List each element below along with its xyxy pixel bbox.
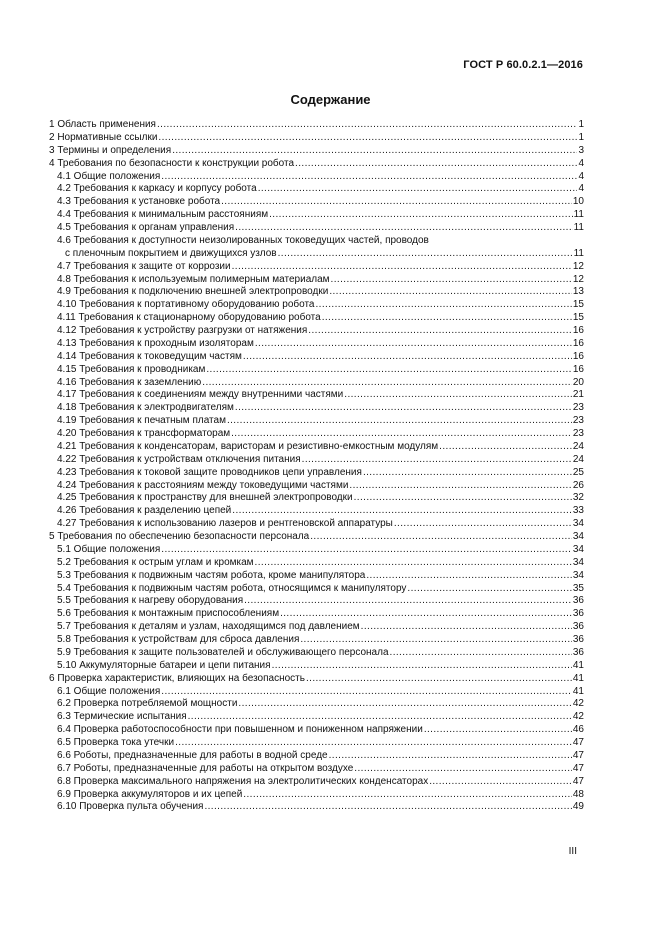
- toc-entry-label: 6.10 Проверка пульта обучения: [57, 801, 204, 813]
- toc-entry[interactable]: [49, 595, 584, 608]
- toc-entry-label: 4.1 Общие положения: [57, 170, 161, 182]
- toc-entry-label: 4.26 Требования к разделению цепей: [57, 505, 232, 517]
- toc-leader-dots: [243, 789, 572, 802]
- table-of-contents: [49, 119, 584, 814]
- toc-entry-page: 15: [572, 299, 584, 311]
- toc-entry-label: 4.8 Требования к используемым полимерным материалам: [57, 273, 330, 285]
- toc-entry[interactable]: [49, 209, 584, 222]
- toc-leader-dots: [407, 583, 571, 596]
- toc-entry-page: 15: [572, 312, 584, 324]
- toc-entry-label: 4.19 Требования к печатным платам: [57, 415, 226, 427]
- toc-entry-label: 4.21 Требования к конденсаторам, варисторам и резистивно-емкостным модулям: [57, 440, 439, 452]
- toc-entry-label: 6 Проверка характеристик, влияющих на безопасность: [49, 672, 305, 684]
- toc-leader-dots: [278, 248, 573, 261]
- toc-entry[interactable]: [49, 776, 584, 789]
- toc-entry-page: 21: [572, 389, 584, 401]
- toc-entry-label: 4.17 Требования к соединениям между внутренними частями: [57, 389, 344, 401]
- toc-entry[interactable]: [49, 222, 584, 235]
- toc-entry[interactable]: [49, 634, 584, 647]
- toc-entry[interactable]: [49, 261, 584, 274]
- toc-leader-dots: [158, 132, 577, 145]
- toc-entry-page: 20: [572, 376, 584, 388]
- toc-entry-page: 26: [572, 479, 584, 491]
- toc-entry-page: 41: [572, 672, 584, 684]
- toc-entry-page: 34: [572, 569, 584, 581]
- toc-entry[interactable]: [49, 570, 584, 583]
- toc-leader-dots: [232, 505, 572, 518]
- toc-leader-dots: [202, 377, 572, 390]
- toc-entry-label: 6.2 Проверка потребляемой мощности: [57, 698, 238, 710]
- toc-entry[interactable]: [49, 531, 584, 544]
- toc-entry-label: 4 Требования по безопасности к конструкции робота: [49, 157, 295, 169]
- toc-leader-dots: [244, 595, 572, 608]
- toc-entry-page: 41: [572, 685, 584, 697]
- toc-entry-label: 4.16 Требования к заземлению: [57, 376, 202, 388]
- toc-entry[interactable]: [49, 171, 584, 184]
- toc-entry[interactable]: [49, 338, 584, 351]
- toc-entry[interactable]: [49, 492, 584, 505]
- toc-leader-dots: [235, 222, 572, 235]
- toc-entry-page: 36: [572, 608, 584, 620]
- toc-entry-label: 5.5 Требования к нагреву оборудования: [57, 595, 244, 607]
- toc-entry[interactable]: [49, 389, 584, 402]
- toc-leader-dots: [424, 724, 572, 737]
- toc-entry[interactable]: [49, 544, 584, 557]
- toc-entry-page: 47: [572, 775, 584, 787]
- toc-entry-label: 4.10 Требования к портативному оборудованию робота: [57, 299, 315, 311]
- toc-entry[interactable]: [49, 621, 584, 634]
- toc-entry-label: 5.9 Требования к защите пользователей и обслуживающего персонала: [57, 646, 389, 658]
- toc-entry[interactable]: [49, 158, 584, 171]
- toc-entry-page: 23: [572, 415, 584, 427]
- toc-entry-page: 11: [573, 209, 584, 221]
- toc-entry-label: 4.5 Требования к органам управления: [57, 222, 235, 233]
- toc-entry[interactable]: [49, 183, 584, 196]
- toc-entry[interactable]: [49, 750, 584, 763]
- toc-entry-page: 4: [578, 170, 584, 182]
- toc-entry[interactable]: [49, 518, 584, 531]
- toc-entry-page: 47: [572, 762, 584, 774]
- toc-entry[interactable]: [49, 789, 584, 802]
- toc-leader-dots: [322, 312, 572, 325]
- toc-entry-label: 5.6 Требования к монтажным приспособлениям: [57, 608, 280, 620]
- toc-entry-page: 42: [572, 698, 584, 710]
- toc-entry-label: 4.22 Требования к устройствам отключения питания: [57, 453, 301, 465]
- toc-entry-page: 34: [572, 543, 584, 555]
- toc-entry[interactable]: [49, 428, 584, 441]
- toc-entry[interactable]: [49, 557, 584, 570]
- toc-entry-label: 6.8 Проверка максимального напряжения на электролитических конденсаторах: [57, 775, 429, 787]
- toc-entry-label: 4.11 Требования к стационарному оборудованию робота: [57, 312, 321, 324]
- toc-leader-dots: [269, 209, 572, 222]
- toc-entry[interactable]: [49, 454, 584, 467]
- toc-leader-dots: [204, 801, 571, 814]
- toc-leader-dots: [390, 647, 572, 660]
- toc-leader-dots: [295, 158, 577, 171]
- toc-entry[interactable]: [49, 364, 584, 377]
- toc-entry-page: 47: [572, 749, 584, 761]
- toc-entry-page: 1: [578, 119, 584, 130]
- toc-entry-label: 1 Область применения: [49, 119, 156, 130]
- toc-leader-dots: [344, 389, 572, 402]
- toc-entry-label: 6.7 Роботы, предназначенные для работы на открытом воздухе: [57, 762, 354, 774]
- toc-entry-page: 11: [573, 222, 584, 233]
- toc-leader-dots: [235, 402, 572, 415]
- toc-entry-label: 6.9 Проверка аккумуляторов и их цепей: [57, 788, 243, 800]
- toc-entry-page: 11: [573, 247, 584, 259]
- toc-leader-dots: [221, 196, 572, 209]
- toc-entry-page: 36: [572, 621, 584, 633]
- toc-leader-dots: [231, 428, 572, 441]
- toc-entry-page: 10: [572, 196, 584, 208]
- toc-entry[interactable]: [49, 312, 584, 325]
- toc-entry-label: 4.3 Требования к установке робота: [57, 196, 221, 208]
- toc-entry-page: 41: [572, 659, 584, 671]
- toc-entry[interactable]: [49, 698, 584, 711]
- toc-entry[interactable]: [49, 299, 584, 312]
- toc-leader-dots: [255, 557, 572, 570]
- toc-entry-page: 4: [578, 157, 584, 169]
- toc-entry-label: 6.3 Термические испытания: [57, 711, 187, 723]
- toc-leader-dots: [302, 454, 572, 467]
- toc-leader-dots: [172, 145, 577, 158]
- toc-leader-dots: [349, 480, 571, 493]
- toc-entry[interactable]: [49, 248, 584, 261]
- toc-entry-page: 24: [572, 453, 584, 465]
- toc-entry-page: 36: [572, 646, 584, 658]
- toc-entry-label: 2 Нормативные ссылки: [49, 131, 158, 143]
- toc-entry[interactable]: [49, 119, 584, 132]
- toc-leader-dots: [429, 776, 572, 789]
- toc-leader-dots: [329, 286, 572, 299]
- toc-leader-dots: [366, 570, 572, 583]
- toc-leader-dots: [157, 119, 577, 132]
- toc-entry-label: с пленочным покрытием и движущихся узлов: [65, 247, 277, 259]
- toc-entry[interactable]: [49, 351, 584, 364]
- toc-leader-dots: [280, 608, 572, 621]
- toc-entry-label: 4.18 Требования к электродвигателям: [57, 402, 234, 414]
- standard-code: ГОСТ Р 60.0.2.1—2016: [463, 59, 583, 71]
- toc-entry-page: 34: [572, 518, 584, 530]
- toc-entry-label: 4.27 Требования к использованию лазеров и рентгеновской аппаратуры: [57, 518, 393, 530]
- toc-entry-label: 4.20 Требования к трансформаторам: [57, 428, 231, 439]
- toc-entry[interactable]: [49, 325, 584, 338]
- toc-entry[interactable]: [49, 724, 584, 737]
- toc-entry[interactable]: [49, 647, 584, 660]
- toc-leader-dots: [227, 415, 572, 428]
- toc-leader-dots: [188, 711, 572, 724]
- toc-leader-dots: [354, 763, 572, 776]
- toc-entry-page: 35: [572, 582, 584, 594]
- toc-entry[interactable]: [49, 402, 584, 415]
- toc-entry[interactable]: [49, 711, 584, 724]
- page-number: III: [568, 846, 577, 857]
- toc-entry-label: 5.4 Требования к подвижным частям робота, относящимся к манипулятору: [57, 582, 407, 594]
- toc-entry-page: 12: [572, 260, 584, 272]
- toc-entry[interactable]: [49, 441, 584, 454]
- toc-leader-dots: [206, 364, 572, 377]
- toc-leader-dots: [331, 274, 572, 287]
- toc-leader-dots: [175, 737, 572, 750]
- toc-entry[interactable]: [49, 737, 584, 750]
- toc-entry-label: 4.6 Требования к доступности неизолированных токоведущих частей, проводов: [57, 234, 429, 246]
- toc-entry[interactable]: [49, 286, 584, 299]
- toc-entry-page: 33: [572, 505, 584, 517]
- toc-entry-page: 48: [572, 788, 584, 800]
- toc-entry-label: 6.5 Проверка тока утечки: [57, 737, 175, 748]
- toc-entry-label: 3 Термины и определения: [49, 144, 172, 156]
- toc-entry-label: 5.1 Общие положения: [57, 543, 161, 555]
- toc-entry[interactable]: [49, 377, 584, 390]
- toc-entry[interactable]: [49, 673, 584, 686]
- toc-entry-page: 36: [572, 595, 584, 607]
- toc-entry[interactable]: [49, 505, 584, 518]
- toc-entry-page: 42: [572, 711, 584, 723]
- toc-entry-page: 4: [578, 183, 584, 195]
- toc-entry-label: 4.9 Требования к подключению внешней электропроводки: [57, 286, 329, 298]
- toc-leader-dots: [161, 544, 572, 557]
- toc-leader-dots: [232, 261, 572, 274]
- toc-leader-dots: [354, 492, 572, 505]
- toc-entry-page: 34: [572, 556, 584, 568]
- toc-entry[interactable]: [49, 686, 584, 699]
- toc-entry-page: 12: [572, 273, 584, 285]
- toc-entry-label: 6.4 Проверка работоспособности при повышенном и пониженном напряжении: [57, 724, 423, 736]
- toc-leader-dots: [258, 183, 578, 196]
- toc-entry-label: 4.13 Требования к проходным изоляторам: [57, 337, 254, 349]
- toc-entry[interactable]: [49, 660, 584, 673]
- toc-entry-page: 49: [572, 801, 584, 813]
- toc-entry-label: 6.1 Общие положения: [57, 685, 161, 697]
- toc-entry-label: 4.25 Требования к пространству для внешней электропроводки: [57, 492, 353, 504]
- toc-entry-label: 6.6 Роботы, предназначенные для работы в водной среде: [57, 749, 328, 761]
- toc-entry[interactable]: [49, 132, 584, 145]
- toc-leader-dots: [439, 441, 572, 454]
- toc-entry-page: 34: [572, 531, 584, 542]
- toc-leader-dots: [310, 531, 572, 544]
- toc-entry-label: 4.2 Требования к каркасу и корпусу робота: [57, 183, 257, 195]
- toc-entry-page: 25: [572, 466, 584, 478]
- page-title: Содержание: [290, 92, 371, 107]
- toc-entry-page: 16: [572, 337, 584, 349]
- toc-leader-dots: [306, 673, 572, 686]
- toc-leader-dots: [316, 299, 572, 312]
- toc-leader-dots: [161, 686, 572, 699]
- toc-entry-label: 4.7 Требования к защите от коррозии: [57, 260, 231, 272]
- toc-entry-page: 16: [572, 350, 584, 362]
- toc-entry-label: 5.8 Требования к устройствам для сброса давления: [57, 634, 300, 645]
- toc-entry-page: 47: [572, 737, 584, 748]
- toc-entry[interactable]: [49, 608, 584, 621]
- toc-leader-dots: [272, 660, 572, 673]
- toc-leader-dots: [243, 351, 572, 364]
- toc-leader-dots: [329, 750, 572, 763]
- toc-entry-page: 3: [578, 144, 584, 156]
- toc-entry[interactable]: [49, 145, 584, 158]
- toc-entry[interactable]: [49, 196, 584, 209]
- toc-leader-dots: [161, 171, 577, 184]
- toc-entry-label: 4.24 Требования к расстояниям между токоведущими частями: [57, 479, 349, 491]
- toc-entry[interactable]: [49, 274, 584, 287]
- toc-entry[interactable]: [49, 480, 584, 493]
- toc-leader-dots: [308, 325, 572, 338]
- toc-entry[interactable]: [49, 763, 584, 776]
- toc-entry-label: 5 Требования по обеспечению безопасности персонала: [49, 531, 310, 542]
- toc-entry-page: 24: [572, 440, 584, 452]
- toc-entry[interactable]: [49, 467, 584, 480]
- toc-entry-page: 16: [572, 325, 584, 336]
- toc-entry-label: 4.14 Требования к токоведущим частям: [57, 350, 242, 362]
- toc-entry-label: 5.10 Аккумуляторные батареи и цепи питания: [57, 659, 271, 671]
- toc-entry[interactable]: [49, 235, 584, 248]
- toc-entry-label: 4.12 Требования к устройству разгрузки от натяжения: [57, 325, 308, 336]
- toc-entry[interactable]: [49, 583, 584, 596]
- toc-entry-page: 23: [572, 428, 584, 439]
- toc-entry-page: 1: [578, 131, 584, 143]
- toc-leader-dots: [394, 518, 572, 531]
- toc-entry-page: 13: [572, 286, 584, 298]
- toc-entry-page: 46: [572, 724, 584, 736]
- toc-leader-dots: [363, 467, 572, 480]
- toc-entry-label: 4.15 Требования к проводникам: [57, 363, 206, 375]
- toc-entry-label: 5.7 Требования к деталям и узлам, находящимся под давлением: [57, 621, 360, 633]
- toc-entry-page: 23: [572, 402, 584, 414]
- toc-entry-page: 32: [572, 492, 584, 504]
- toc-entry-label: 5.3 Требования к подвижным частям робота, кроме манипулятора: [57, 569, 366, 581]
- toc-leader-dots: [238, 698, 571, 711]
- toc-entry[interactable]: [49, 415, 584, 428]
- toc-entry-label: 5.2 Требования к острым углам и кромкам: [57, 556, 254, 568]
- toc-leader-dots: [255, 338, 572, 351]
- toc-entry[interactable]: [49, 801, 584, 814]
- toc-entry-page: 16: [572, 363, 584, 375]
- toc-leader-dots: [361, 621, 572, 634]
- toc-entry-label: 4.4 Требования к минимальным расстояниям: [57, 209, 269, 221]
- toc-entry-page: 36: [572, 634, 584, 645]
- toc-entry-label: 4.23 Требования к токовой защите проводников цепи управления: [57, 466, 362, 478]
- toc-leader-dots: [300, 634, 572, 647]
